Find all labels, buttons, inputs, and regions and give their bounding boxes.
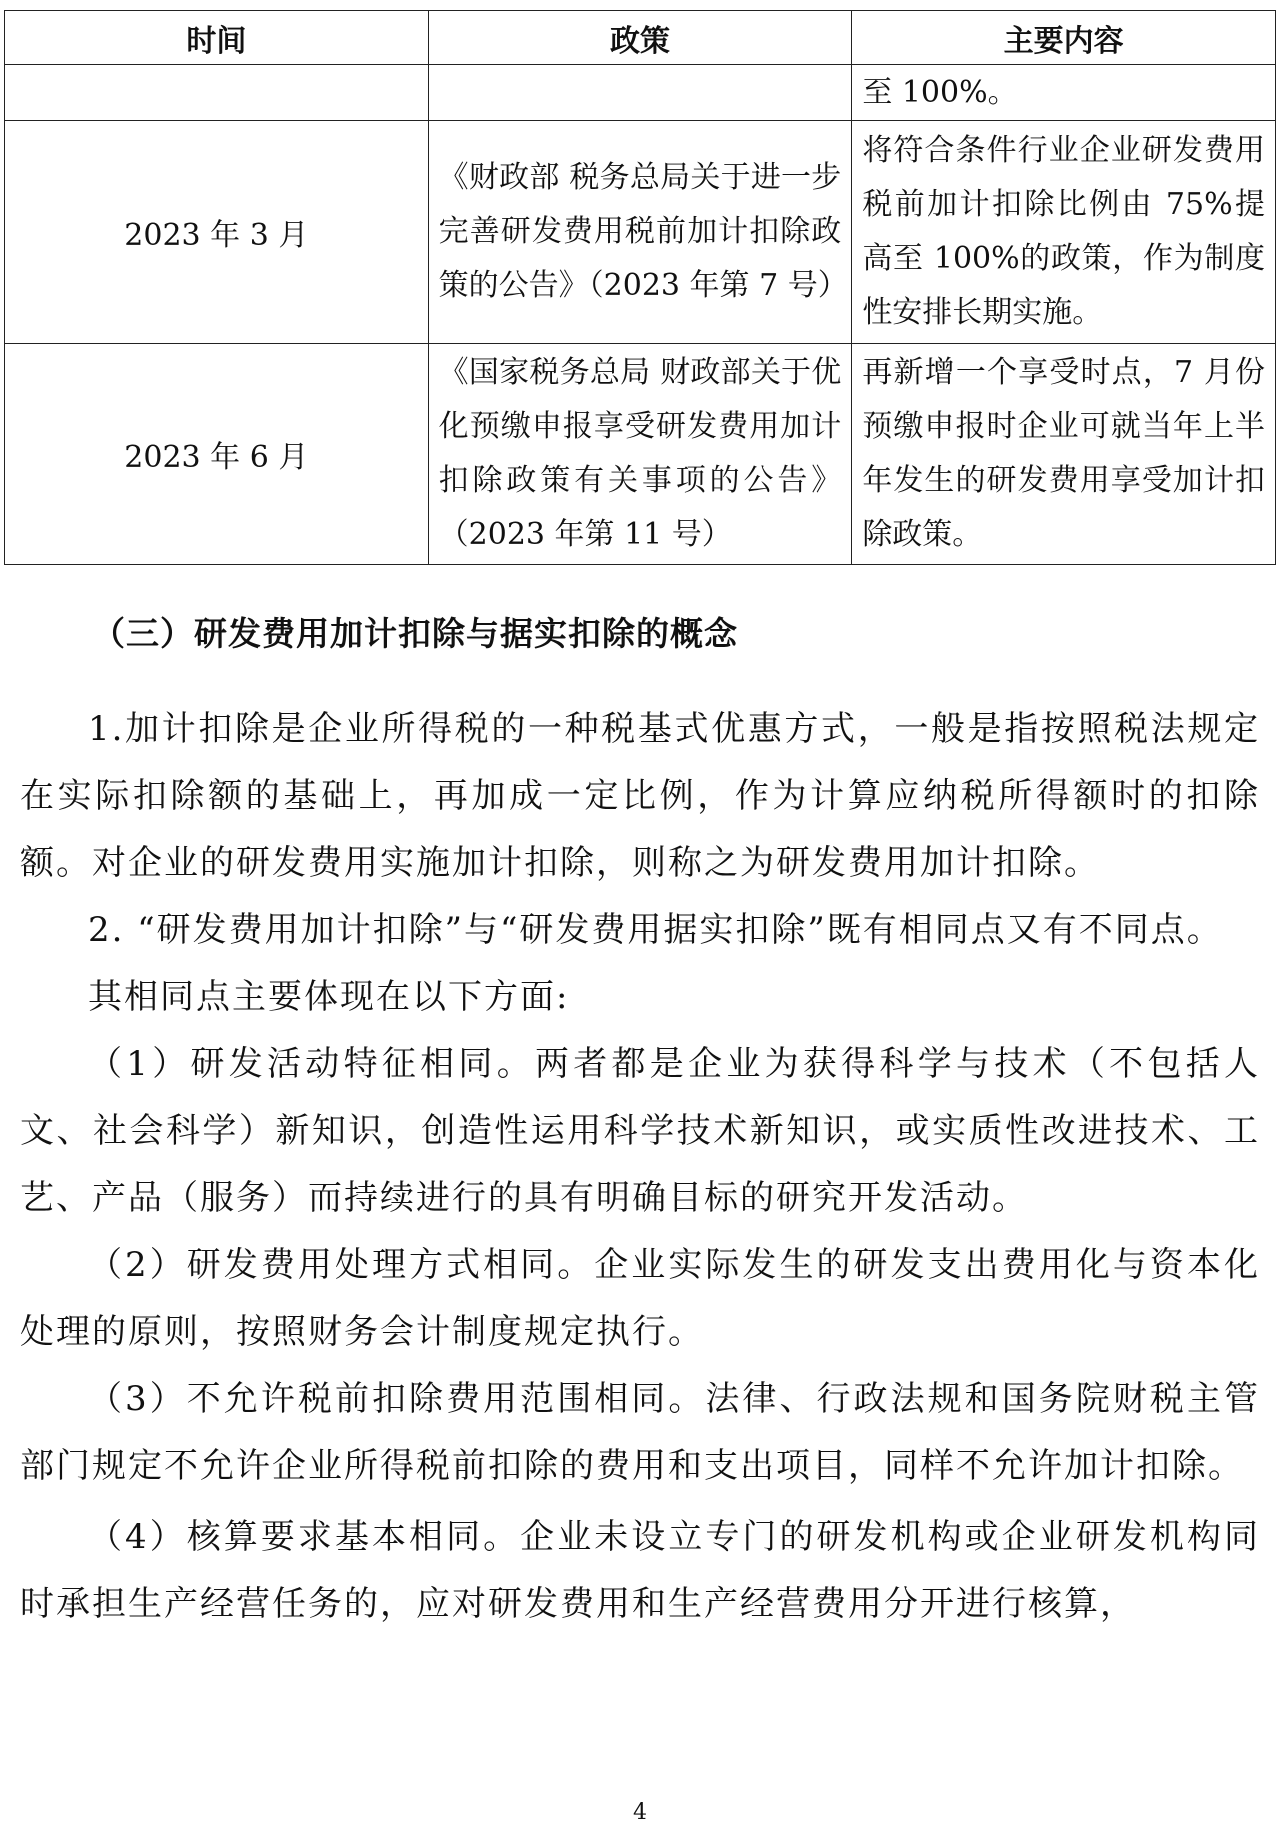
- section-heading: （三）研发费用加计扣除与据实扣除的概念: [92, 614, 738, 653]
- cell-time: 2023 年 3 月: [5, 121, 429, 344]
- policy-table: [4, 10, 1276, 565]
- paragraph-4: （1）研发活动特征相同。两者都是企业为获得科学与技术（不包括人文、社会科学）新知识，创造性运用科学技术新知识，或实质性改进技术、工艺、产品（服务）而持续进行的具有明确目标的研究开发活动。: [20, 1044, 1260, 1218]
- paragraph-2: 2. “研发费用加计扣除”与“研发费用据实扣除”既有相同点又有不同点。: [88, 910, 1223, 950]
- table-row: [5, 65, 1276, 121]
- table-header-row: [5, 11, 1276, 65]
- cell-time: [5, 65, 429, 121]
- header-time: 时间: [5, 11, 429, 65]
- cell-time: 2023 年 6 月: [5, 344, 429, 565]
- cell-policy: 《财政部 税务总局关于进一步完善研发费用税前加计扣除政策的公告》（2023 年第 7 号）: [428, 121, 852, 344]
- paragraph-5: （2）研发费用处理方式相同。企业实际发生的研发支出费用化与资本化处理的原则，按照财务会计制度规定执行。: [20, 1245, 1260, 1352]
- cell-content: 将符合条件行业企业研发费用税前加计扣除比例由 75%提高至 100%的政策，作为制度性安排长期实施。: [852, 121, 1276, 344]
- cell-content: 再新增一个享受时点，7 月份预缴申报时企业可就当年上半年发生的研发费用享受加计扣除政策。: [852, 344, 1276, 565]
- paragraph-1: 1.加计扣除是企业所得税的一种税基式优惠方式，一般是指按照税法规定在实际扣除额的基础上，再加成一定比例，作为计算应纳税所得额时的扣除额。对企业的研发费用实施加计扣除，则称之为研发费用加计扣除。: [20, 709, 1260, 883]
- paragraph-3: 其相同点主要体现在以下方面:: [88, 977, 570, 1017]
- paragraph-6: （3）不允许税前扣除费用范围相同。法律、行政法规和国务院财税主管部门规定不允许企业所得税前扣除的费用和支出项目，同样不允许加计扣除。: [20, 1379, 1260, 1486]
- cell-policy: 《国家税务总局 财政部关于优化预缴申报享受研发费用加计扣除政策有关事项的公告》（2023 年第 11 号）: [428, 344, 852, 565]
- header-content: 主要内容: [852, 11, 1276, 65]
- table-row: [5, 344, 1276, 565]
- cell-policy: [428, 65, 852, 121]
- header-policy: 政策: [428, 11, 852, 65]
- section-body: [20, 696, 1260, 1638]
- table-row: [5, 121, 1276, 344]
- paragraph-7: （4）核算要求基本相同。企业未设立专门的研发机构或企业研发机构同时承担生产经营任务的，应对研发费用和生产经营费用分开进行核算，: [20, 1517, 1260, 1624]
- page-number: 4: [633, 1800, 647, 1825]
- cell-content: 至 100%。: [852, 65, 1276, 121]
